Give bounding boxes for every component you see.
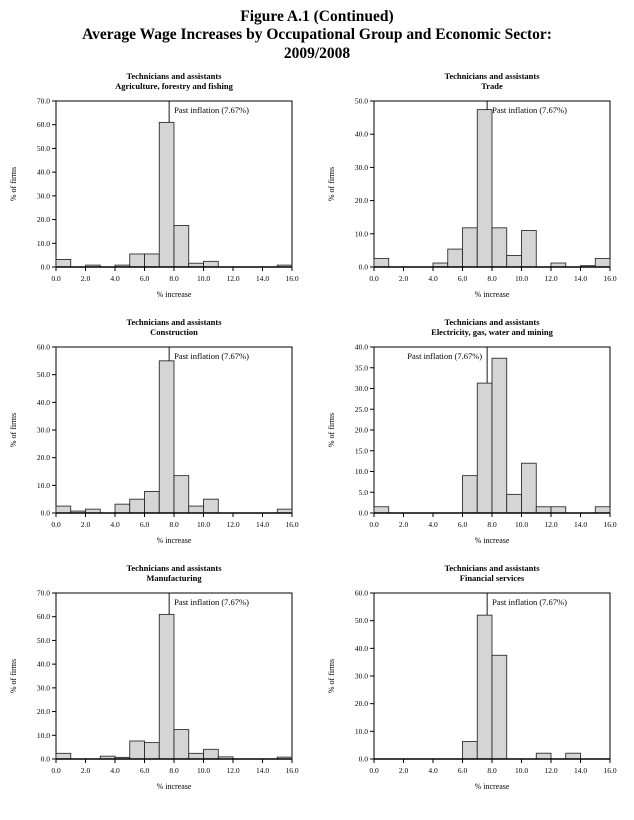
histogram-bar <box>522 230 537 267</box>
y-tick-label: 0.0 <box>358 262 368 272</box>
inflation-label: Past inflation (7.67%) <box>492 596 567 607</box>
x-tick-label: 10.0 <box>196 273 211 283</box>
x-tick-label: 12.0 <box>544 765 558 775</box>
x-tick-label: 4.0 <box>428 765 438 775</box>
y-tick-label: 10.0 <box>354 726 368 736</box>
x-axis-label: % increase <box>156 535 192 545</box>
x-tick-label: 6.0 <box>139 273 150 283</box>
histogram-bar <box>130 499 145 513</box>
inflation-label: Past inflation (7.67%) <box>174 104 249 115</box>
x-tick-label: 2.0 <box>398 273 409 283</box>
inflation-label: Past inflation (7.67%) <box>407 350 483 361</box>
chart-trade <box>318 67 634 313</box>
x-tick-label: 10.0 <box>196 765 211 775</box>
y-axis-label: % of firms <box>9 412 18 447</box>
x-tick-label: 8.0 <box>487 273 497 283</box>
y-tick-label: 50.0 <box>36 143 50 153</box>
x-axis-label: % increase <box>156 289 192 299</box>
y-axis-label: % of firms <box>327 166 336 201</box>
histogram-bar <box>536 753 551 759</box>
histogram-bar <box>130 254 145 267</box>
x-tick-label: 12.0 <box>544 273 558 283</box>
figure-subtitle: Average Wage Increases by Occupational Group and Economic Sector: <box>82 26 552 44</box>
y-tick-label: 30.0 <box>36 683 50 693</box>
histogram-bar <box>159 122 174 267</box>
y-tick-label: 70.0 <box>36 588 50 598</box>
chart-financial-services <box>318 559 634 805</box>
x-tick-label: 0.0 <box>369 519 379 529</box>
y-tick-label: 40.0 <box>354 643 368 653</box>
y-tick-label: 40.0 <box>36 659 50 669</box>
x-tick-label: 8.0 <box>169 765 179 775</box>
y-tick-label: 20.0 <box>354 699 368 709</box>
y-tick-label: 30.0 <box>354 383 368 393</box>
y-tick-label: 10.0 <box>354 229 368 239</box>
histogram-bar <box>536 507 551 513</box>
x-tick-label: 0.0 <box>51 273 61 283</box>
histogram-bar <box>189 753 204 759</box>
inflation-label: Past inflation (7.67%) <box>174 596 249 607</box>
x-tick-label: 14.0 <box>573 765 588 775</box>
y-tick-label: 0.0 <box>40 262 50 272</box>
histogram-bar <box>159 614 174 759</box>
y-tick-label: 30.0 <box>36 425 50 435</box>
x-tick-label: 14.0 <box>573 273 588 283</box>
y-tick-label: 5.0 <box>358 487 368 497</box>
figure-header <box>0 0 634 63</box>
histogram-svg <box>318 67 626 311</box>
histogram-bar <box>145 742 160 758</box>
y-tick-label: 40.0 <box>354 342 368 352</box>
x-tick-label: 2.0 <box>80 765 91 775</box>
y-tick-label: 70.0 <box>36 96 50 106</box>
x-axis-label: % increase <box>474 781 510 791</box>
histogram-bar <box>463 228 478 267</box>
x-tick-label: 0.0 <box>369 273 379 283</box>
x-tick-label: 14.0 <box>255 519 270 529</box>
x-tick-label: 0.0 <box>51 519 61 529</box>
x-tick-label: 2.0 <box>80 519 91 529</box>
y-tick-label: 30.0 <box>36 191 50 201</box>
histogram-bar <box>492 358 507 513</box>
x-tick-label: 4.0 <box>110 273 120 283</box>
y-axis-label: % of firms <box>9 166 18 201</box>
y-tick-label: 35.0 <box>354 363 368 373</box>
histogram-bar <box>595 507 610 513</box>
y-tick-label: 60.0 <box>354 588 368 598</box>
charts-grid <box>0 63 634 805</box>
histogram-svg <box>318 313 626 557</box>
y-tick-label: 10.0 <box>36 730 50 740</box>
x-tick-label: 14.0 <box>255 765 270 775</box>
x-tick-label: 4.0 <box>110 519 120 529</box>
histogram-bar <box>189 506 204 513</box>
histogram-bar <box>56 506 71 513</box>
y-tick-label: 20.0 <box>36 214 50 224</box>
x-tick-label: 2.0 <box>80 273 91 283</box>
chart-electricity-gas-water-mining <box>318 313 634 559</box>
y-axis-label: % of firms <box>327 412 336 447</box>
x-tick-label: 14.0 <box>573 519 588 529</box>
histogram-bar <box>174 225 189 267</box>
histogram-bar <box>522 463 537 513</box>
y-tick-label: 10.0 <box>354 466 368 476</box>
histogram-bar <box>204 499 219 513</box>
x-tick-label: 0.0 <box>369 765 379 775</box>
histogram-bar <box>566 753 581 759</box>
y-tick-label: 40.0 <box>36 397 50 407</box>
x-tick-label: 16.0 <box>285 765 299 775</box>
histogram-bar <box>463 741 478 758</box>
histogram-bar <box>463 475 478 512</box>
y-tick-label: 0.0 <box>40 508 50 518</box>
x-tick-label: 12.0 <box>544 519 558 529</box>
x-tick-label: 14.0 <box>255 273 270 283</box>
y-axis-label: % of firms <box>327 658 336 693</box>
figure-year: 2009/2008 <box>283 44 351 62</box>
chart-title-group: Technicians and assistants <box>444 316 540 327</box>
histogram-bar <box>492 228 507 267</box>
histogram-bar <box>204 749 219 759</box>
y-tick-label: 20.0 <box>36 453 50 463</box>
chart-title-sector: Trade <box>481 80 503 91</box>
x-tick-label: 12.0 <box>226 765 240 775</box>
x-tick-label: 10.0 <box>514 765 529 775</box>
y-tick-label: 60.0 <box>36 342 50 352</box>
y-tick-label: 25.0 <box>354 404 368 414</box>
chart-title-group: Technicians and assistants <box>126 316 222 327</box>
x-tick-label: 2.0 <box>398 519 409 529</box>
y-tick-label: 60.0 <box>36 120 50 130</box>
histogram-bar <box>130 741 145 759</box>
x-tick-label: 16.0 <box>603 273 617 283</box>
x-tick-label: 16.0 <box>603 765 617 775</box>
histogram-bar <box>174 475 189 512</box>
chart-title-group: Technicians and assistants <box>126 70 222 81</box>
histogram-svg <box>0 559 308 803</box>
x-tick-label: 16.0 <box>603 519 617 529</box>
histogram-bar <box>145 254 160 267</box>
y-tick-label: 40.0 <box>36 167 50 177</box>
histogram-bar <box>56 753 71 759</box>
y-tick-label: 40.0 <box>354 129 368 139</box>
histogram-bar <box>477 109 492 266</box>
chart-title-sector: Manufacturing <box>146 572 202 583</box>
x-tick-label: 12.0 <box>226 519 240 529</box>
histogram-bar <box>492 655 507 759</box>
y-tick-label: 30.0 <box>354 671 368 681</box>
x-tick-label: 8.0 <box>487 519 497 529</box>
histogram-bar <box>374 258 389 267</box>
histogram-bar <box>448 249 463 267</box>
histogram-bar <box>159 361 174 513</box>
x-tick-label: 6.0 <box>457 765 468 775</box>
inflation-label: Past inflation (7.67%) <box>492 104 567 115</box>
histogram-svg <box>0 67 308 311</box>
y-tick-label: 0.0 <box>358 754 368 764</box>
x-tick-label: 4.0 <box>428 273 438 283</box>
x-tick-label: 6.0 <box>457 519 468 529</box>
histogram-bar <box>174 729 189 758</box>
chart-agriculture-forestry-fishing <box>0 67 318 313</box>
chart-title-sector: Agriculture, forestry and fishing <box>115 80 233 91</box>
x-tick-label: 6.0 <box>139 765 150 775</box>
chart-title-group: Technicians and assistants <box>126 562 222 573</box>
figure-title: Figure A.1 (Continued) <box>240 8 394 25</box>
histogram-bar <box>477 383 492 513</box>
chart-title-group: Technicians and assistants <box>444 70 540 81</box>
histogram-bar <box>204 261 219 267</box>
x-tick-label: 8.0 <box>487 765 497 775</box>
y-tick-label: 20.0 <box>354 195 368 205</box>
y-tick-label: 50.0 <box>354 616 368 626</box>
y-tick-label: 0.0 <box>40 754 50 764</box>
y-tick-label: 50.0 <box>36 370 50 380</box>
chart-title-group: Technicians and assistants <box>444 562 540 573</box>
chart-title-sector: Financial services <box>459 572 525 583</box>
histogram-svg <box>318 559 626 803</box>
histogram-bar <box>595 258 610 267</box>
chart-construction <box>0 313 318 559</box>
y-tick-label: 20.0 <box>36 706 50 716</box>
y-tick-label: 60.0 <box>36 612 50 622</box>
histogram-bar <box>115 504 130 513</box>
histogram-bar <box>507 494 522 513</box>
x-tick-label: 10.0 <box>196 519 211 529</box>
x-axis-label: % increase <box>474 535 510 545</box>
x-tick-label: 8.0 <box>169 273 179 283</box>
histogram-bar <box>145 491 160 513</box>
x-axis-label: % increase <box>156 781 192 791</box>
x-tick-label: 12.0 <box>226 273 240 283</box>
y-tick-label: 30.0 <box>354 162 368 172</box>
x-tick-label: 10.0 <box>514 519 529 529</box>
histogram-bar <box>56 259 71 267</box>
x-tick-label: 8.0 <box>169 519 179 529</box>
x-tick-label: 0.0 <box>51 765 61 775</box>
y-tick-label: 15.0 <box>354 446 368 456</box>
x-tick-label: 16.0 <box>285 519 299 529</box>
chart-manufacturing <box>0 559 318 805</box>
x-tick-label: 4.0 <box>428 519 438 529</box>
x-tick-label: 6.0 <box>457 273 468 283</box>
y-tick-label: 10.0 <box>36 480 50 490</box>
x-tick-label: 2.0 <box>398 765 409 775</box>
histogram-svg <box>0 313 308 557</box>
y-tick-label: 20.0 <box>354 425 368 435</box>
x-tick-label: 4.0 <box>110 765 120 775</box>
y-tick-label: 50.0 <box>354 96 368 106</box>
chart-title-sector: Construction <box>150 326 198 337</box>
x-tick-label: 6.0 <box>139 519 150 529</box>
x-tick-label: 10.0 <box>514 273 529 283</box>
histogram-bar <box>477 615 492 759</box>
x-axis-label: % increase <box>474 289 510 299</box>
y-tick-label: 10.0 <box>36 238 50 248</box>
x-tick-label: 16.0 <box>285 273 299 283</box>
chart-title-sector: Electricity, gas, water and mining <box>431 326 553 337</box>
histogram-bar <box>551 507 566 513</box>
histogram-bar <box>374 507 389 513</box>
inflation-label: Past inflation (7.67%) <box>174 350 249 361</box>
y-tick-label: 50.0 <box>36 635 50 645</box>
y-axis-label: % of firms <box>9 658 18 693</box>
y-tick-label: 0.0 <box>358 508 368 518</box>
histogram-bar <box>507 255 522 267</box>
